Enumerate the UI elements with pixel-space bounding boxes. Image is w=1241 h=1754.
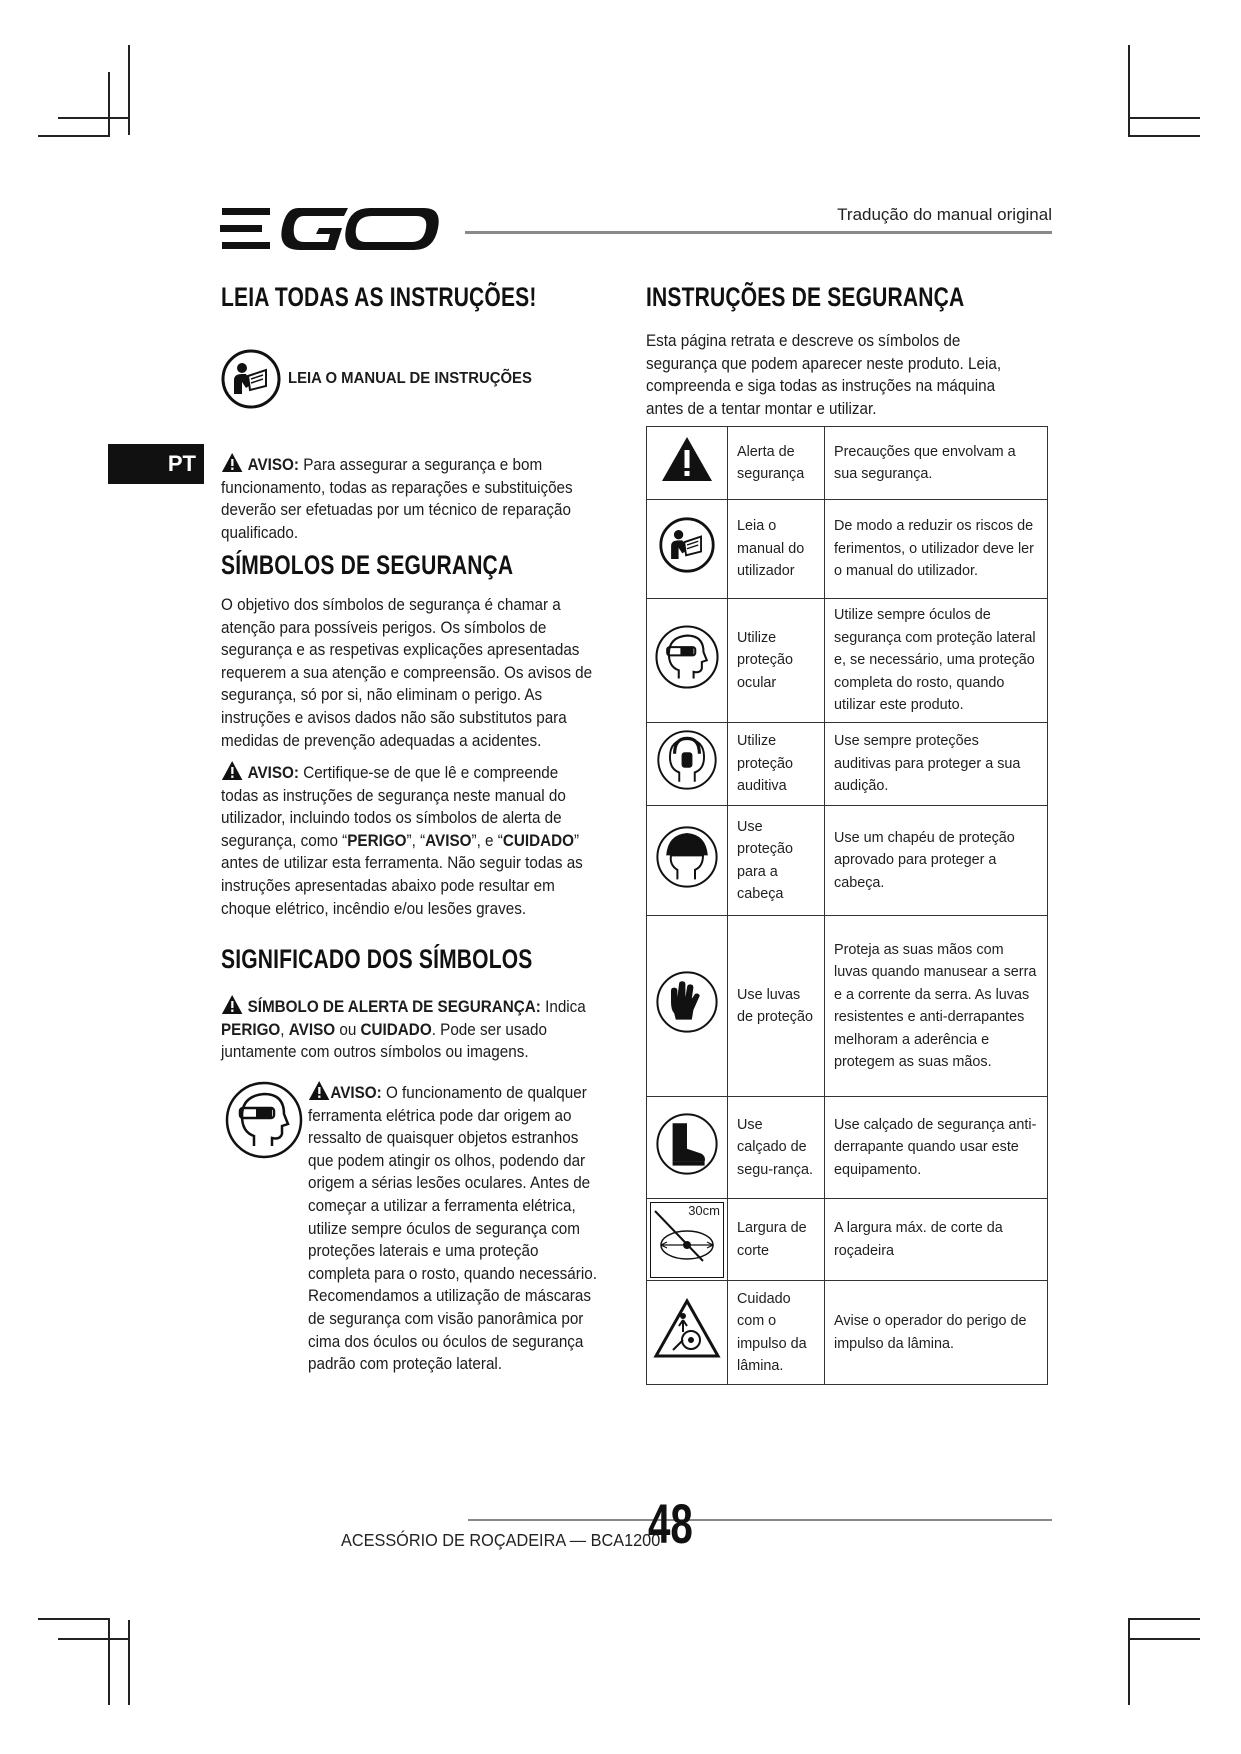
crop-mark xyxy=(1128,1638,1200,1640)
heading-safety-symbols: SÍMBOLOS DE SEGURANÇA xyxy=(221,550,514,580)
ego-logo xyxy=(220,204,442,254)
warning-label: AVISO: xyxy=(247,456,299,474)
footer-text: ACESSÓRIO DE ROÇADEIRA — BCA1200 xyxy=(341,1530,661,1550)
crop-mark xyxy=(128,1620,130,1705)
safety-boots-icon xyxy=(655,1112,719,1176)
warning-eye-text: O funcionamento de qualquer ferramenta elétrica pode dar origem ao ressalto de quaisquer objetos estranhos que podem atingir os olhos, podendo dar origem a sérias lesões oculares. Antes de começar a utilizar a ferramenta elétrica, utilize sempre óculos de segurança com proteções laterais e uma proteção completa para o rosto, quando necessário. Recomendamos a utilização de máscaras de segurança com visão panorâmica por cima dos óculos ou óculos de segurança padrão com proteção lateral. xyxy=(308,1084,597,1374)
crop-mark xyxy=(108,1620,110,1705)
cutting-width-icon xyxy=(650,1202,724,1278)
page-number: 48 xyxy=(648,1492,693,1555)
warning-read-instructions xyxy=(221,760,593,920)
warning-label: AVISO: xyxy=(247,764,299,782)
table-cell-desc: Avise o operador do perigo de impulso da lâmina. xyxy=(825,1281,1048,1385)
alert-symbol-label: SÍMBOLO DE ALERTA DE SEGURANÇA: xyxy=(247,998,541,1016)
table-cell-name: Utilize proteção ocular xyxy=(728,599,825,723)
table-cell-icon xyxy=(647,806,728,916)
head-protection-icon xyxy=(655,825,719,889)
alert-text: Indica xyxy=(545,998,586,1016)
keyword-aviso: AVISO xyxy=(288,1020,336,1039)
table-row xyxy=(647,1097,1048,1199)
footer-rule xyxy=(648,1519,1052,1521)
table-row xyxy=(647,1199,1048,1281)
table-cell-desc: De modo a reduzir os riscos de ferimentos, o utilizador deve ler o manual do utilizador. xyxy=(825,500,1048,599)
warning-eye-protection xyxy=(308,1080,599,1376)
heading-read-all: LEIA TODAS AS INSTRUÇÕES! xyxy=(221,282,537,312)
eye-protection-icon xyxy=(224,1080,304,1160)
table-cell-icon xyxy=(647,1097,728,1199)
table-cell-name: Leia o manual do utilizador xyxy=(728,500,825,599)
table-cell-desc: Proteja as suas mãos com luvas quando manusear a serra e a corrente da serra. As luvas resistentes e anti-derrapantes melhoram a aderência e protegem as suas mãos. xyxy=(825,916,1048,1097)
table-cell-icon xyxy=(647,1199,728,1281)
read-manual-label: LEIA O MANUAL DE INSTRUÇÕES xyxy=(288,370,532,387)
safety-symbols-paragraph: O objetivo dos símbolos de segurança é chamar a atenção para possíveis perigos. Os símbolos de segurança e as respetivas explicações apresentadas requerem a sua atenção e compreensão. Os avisos de segurança, só por si, não eliminam o perigo. As instruções e avisos dados não são substitutos para medidas de prevenção adequadas a acidentes. xyxy=(221,596,593,750)
table-row xyxy=(647,723,1048,806)
read-manual-icon xyxy=(658,516,716,574)
crop-mark xyxy=(1128,45,1130,137)
warning-text: ” antes de utilizar esta ferramenta. Não seguir todas as instruções apresentadas abaixo pode resultar em choque elétrico, incêndio e/ou lesões graves. xyxy=(221,831,583,918)
crop-mark xyxy=(58,1638,130,1640)
blade-thrust-icon xyxy=(653,1298,721,1360)
table-cell-desc: Use um chapéu de proteção aprovado para proteger a cabeça. xyxy=(825,806,1048,916)
alert-triangle-icon xyxy=(660,435,714,483)
warning-text: ”, e “ xyxy=(471,831,503,850)
warning-text: Certifique-se de que lê e compreende todas as instruções de segurança neste manual do utilizador, incluindo todos os símbolos de alerta de segurança, como “ xyxy=(221,764,566,850)
heading-safety-instructions: INSTRUÇÕES DE SEGURANÇA xyxy=(646,282,965,312)
warning-triangle-icon xyxy=(221,452,243,473)
crop-mark xyxy=(38,1618,110,1620)
table-cell-icon xyxy=(647,599,728,723)
keyword-perigo: PERIGO xyxy=(221,1020,281,1039)
crop-mark xyxy=(58,117,130,119)
table-row xyxy=(647,500,1048,599)
table-cell-desc: Precauções que envolvam a sua segurança. xyxy=(825,427,1048,500)
keyword-aviso: AVISO xyxy=(425,831,472,850)
table-row xyxy=(647,806,1048,916)
gloves-icon xyxy=(655,970,719,1034)
safety-intro-paragraph: Esta página retrata e descreve os símbolos de segurança que podem aparecer neste produto. Leia, compreenda e siga todas as instruções na máquina antes de a tentar montar e utilizar. xyxy=(646,332,1002,418)
table-cell-name: Use luvas de proteção xyxy=(728,916,825,1097)
heading-symbol-meaning: SIGNIFICADO DOS SÍMBOLOS xyxy=(221,944,533,974)
crop-mark xyxy=(1128,135,1200,137)
warning-text: ”, “ xyxy=(406,831,426,850)
crop-mark xyxy=(128,45,130,135)
table-cell-icon xyxy=(647,500,728,599)
table-cell-desc: Utilize sempre óculos de segurança com proteção lateral e, se necessário, uma proteção completa do rosto, quando utilizar este produto. xyxy=(825,599,1048,723)
table-cell-desc: Use sempre proteções auditivas para proteger a sua audição. xyxy=(825,723,1048,806)
table-cell-name: Cuidado com o impulso da lâmina. xyxy=(728,1281,825,1385)
warning-triangle-icon xyxy=(221,994,243,1015)
alert-symbol-paragraph xyxy=(221,994,593,1064)
table-row xyxy=(647,916,1048,1097)
table-cell-name: Largura de corte xyxy=(728,1199,825,1281)
header-text: Tradução do manual original xyxy=(837,205,1052,224)
crop-mark xyxy=(1128,1618,1200,1620)
warning-repair-text: Para assegurar a segurança e bom funcionamento, todas as reparações e substituições deverão ser efetuadas por um técnico de reparação qualificado. xyxy=(221,456,573,542)
ear-protection-icon xyxy=(656,729,718,791)
table-cell-name: Alerta de segurança xyxy=(728,427,825,500)
eye-protection-icon xyxy=(654,624,720,690)
keyword-cuidado: CUIDADO xyxy=(502,831,574,850)
read-manual-icon xyxy=(220,348,282,410)
table-cell-name: Use proteção para a cabeça xyxy=(728,806,825,916)
crop-mark xyxy=(1128,117,1200,119)
keyword-perigo: PERIGO xyxy=(347,831,407,850)
table-row xyxy=(647,427,1048,500)
crop-mark xyxy=(38,135,110,137)
table-cell-desc: A largura máx. de corte da roçadeira xyxy=(825,1199,1048,1281)
warning-repair xyxy=(221,452,593,544)
crop-mark xyxy=(1128,1618,1130,1705)
table-cell-desc: Use calçado de segurança anti-derrapante quando usar este equipamento. xyxy=(825,1097,1048,1199)
language-tab: PT xyxy=(108,444,204,484)
warning-triangle-icon xyxy=(308,1080,330,1101)
footer-rule xyxy=(468,1519,648,1521)
alert-text: ou xyxy=(339,1020,357,1039)
cutting-width-value: 30cm xyxy=(688,1202,720,1218)
warning-label: AVISO: xyxy=(330,1084,382,1102)
table-cell-icon xyxy=(647,427,728,500)
alert-text: , xyxy=(280,1020,285,1039)
table-cell-name: Utilize proteção auditiva xyxy=(728,723,825,806)
warning-triangle-icon xyxy=(221,760,243,781)
table-cell-icon xyxy=(647,1281,728,1385)
table-row xyxy=(647,599,1048,723)
table-cell-name: Use calçado de segu-rança. xyxy=(728,1097,825,1199)
crop-mark xyxy=(108,72,110,137)
table-row xyxy=(647,1281,1048,1385)
alert-text: . Pode ser usado juntamente com outros símbolos ou imagens. xyxy=(221,1020,547,1062)
keyword-cuidado: CUIDADO xyxy=(360,1020,432,1039)
safety-symbols-table xyxy=(646,426,1048,1385)
header-rule xyxy=(465,231,1052,234)
table-cell-icon xyxy=(647,916,728,1097)
table-cell-icon xyxy=(647,723,728,806)
